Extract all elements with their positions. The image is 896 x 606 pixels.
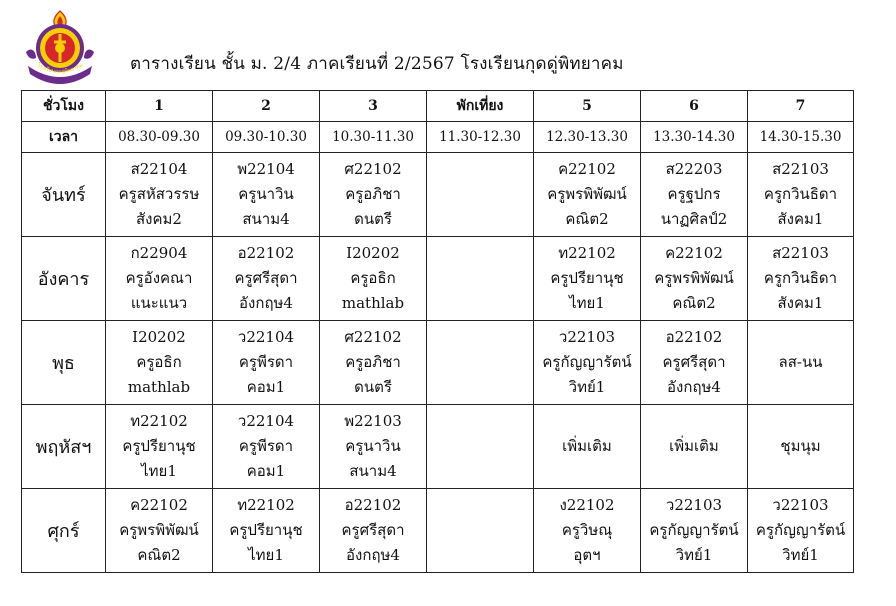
subject-code: ท22102 [237, 496, 295, 514]
timetable-cell [641, 153, 748, 237]
subject-name: สังคม1 [777, 294, 824, 312]
teacher-name: ครูพรพิพัฒน์ [547, 185, 627, 203]
period-header-row [22, 91, 854, 122]
subject-name: สังคม1 [777, 210, 824, 228]
timetable-cell [106, 489, 213, 573]
teacher-name: ครูกัญญารัตน์ [649, 521, 739, 539]
teacher-name: ครูพรพิพัฒน์ [119, 521, 199, 539]
subject-name: คณิต2 [672, 294, 716, 312]
timetable-cell [641, 237, 748, 321]
timetable-cell [641, 489, 748, 573]
period-label-header: ชั่วโมง [22, 91, 106, 122]
logo-ring-text: โรงเรียนกุดดู่พิทยาคม [35, 62, 85, 76]
subject-name: คอม1 [246, 378, 286, 396]
subject-code: ท22102 [558, 244, 616, 262]
subject-code: ก22904 [130, 244, 188, 262]
period-header: 7 [748, 91, 854, 122]
period-header: 1 [106, 91, 213, 122]
subject-name: คอม1 [246, 462, 286, 480]
teacher-name: ครูปรียานุช [550, 269, 624, 287]
subject-name: วิทย์1 [675, 546, 713, 564]
period-header: 5 [534, 91, 641, 122]
subject-code: ค22102 [558, 160, 616, 178]
period-header: 6 [641, 91, 748, 122]
timetable-cell [213, 405, 320, 489]
subject-name: คณิต2 [565, 210, 609, 228]
time-slot: 12.30-13.30 [534, 122, 641, 153]
teacher-name: ครูปรียานุช [122, 437, 196, 455]
timetable-cell [534, 237, 641, 321]
subject-name: ไทย1 [141, 462, 177, 480]
time-slot: 13.30-14.30 [641, 122, 748, 153]
subject-code: อ22102 [237, 244, 295, 262]
subject-name: อังกฤษ4 [667, 378, 721, 396]
subject-name: สนาม4 [349, 462, 397, 480]
subject-name: mathlab [341, 294, 405, 312]
teacher-name: ครูอธิก [136, 353, 182, 371]
teacher-name: ครูอภิชา [345, 185, 401, 203]
timetable-cell [213, 321, 320, 405]
teacher-name: ครูพีรดา [238, 353, 294, 371]
subject-code: พ22103 [344, 412, 402, 430]
day-name: พุธ [22, 321, 106, 405]
teacher-name: ครูวิษณุ [561, 521, 613, 539]
subject-name: ไทย1 [248, 546, 284, 564]
subject-name: สังคม2 [136, 210, 182, 228]
teacher-name: ครูกัญญารัตน์ [755, 521, 846, 539]
timetable-cell [213, 489, 320, 573]
timetable-cell [106, 321, 213, 405]
time-slot: 11.30-12.30 [427, 122, 534, 153]
subject-code: ค22102 [130, 496, 188, 514]
day-name: อังคาร [22, 237, 106, 321]
timetable-cell [320, 237, 427, 321]
timetable-cell [748, 405, 854, 489]
teacher-name: ครูฐปกร [667, 185, 721, 203]
subject-name: mathlab [127, 378, 191, 396]
time-slot: 14.30-15.30 [748, 122, 854, 153]
subject-name: ดนตรี [354, 210, 392, 228]
subject-code: ว22104 [237, 412, 295, 430]
time-label: เวลา [22, 122, 106, 153]
timetable-cell [534, 405, 641, 489]
subject-name: อุตฯ [573, 546, 601, 564]
time-slot: 08.30-09.30 [106, 122, 213, 153]
subject-code: ค22102 [665, 244, 723, 262]
day-name: พฤหัสฯ [22, 405, 106, 489]
subject-name: นาฏศิลป์2 [660, 210, 728, 228]
timetable-cell [748, 153, 854, 237]
timetable-cell [534, 153, 641, 237]
timetable-cell [213, 153, 320, 237]
subject-code: ว22104 [237, 328, 295, 346]
timetable-cell [320, 321, 427, 405]
day-row [22, 153, 854, 237]
timetable-cell [534, 489, 641, 573]
timetable-cell [320, 405, 427, 489]
teacher-name: ครูอภิชา [345, 353, 401, 371]
teacher-name: ครูนาวิน [238, 185, 294, 203]
subject-code: ส22104 [130, 160, 188, 178]
timetable-cell [106, 237, 213, 321]
subject-code: พ22104 [237, 160, 295, 178]
subject-code: ท22102 [130, 412, 188, 430]
subject-name: ดนตรี [354, 378, 392, 396]
timetable-cell [320, 489, 427, 573]
subject-code: ชุมนุม [780, 437, 821, 455]
subject-code: ศ22102 [344, 160, 402, 178]
subject-name: อังกฤษ4 [346, 546, 400, 564]
school-logo-icon [20, 8, 100, 88]
day-row [22, 321, 854, 405]
time-slot: 09.30-10.30 [213, 122, 320, 153]
subject-code: อ22102 [665, 328, 723, 346]
subject-name: คณิต2 [137, 546, 181, 564]
timetable-cell [427, 237, 534, 321]
teacher-name: ครูกัญญารัตน์ [542, 353, 632, 371]
subject-code: ว22103 [665, 496, 723, 514]
period-header: พักเที่ยง [427, 91, 534, 122]
subject-code: อ22102 [344, 496, 402, 514]
teacher-name: ครูศรีสุดา [234, 269, 298, 287]
teacher-name: ครูนาวิน [345, 437, 401, 455]
period-header: 3 [320, 91, 427, 122]
timetable-cell [427, 321, 534, 405]
teacher-name: ครูพรพิพัฒน์ [654, 269, 734, 287]
timetable-cell [427, 153, 534, 237]
period-header: 2 [213, 91, 320, 122]
teacher-name: ครูสหัสวรรษ [118, 185, 200, 203]
day-name: ศุกร์ [22, 489, 106, 573]
time-row [22, 122, 854, 153]
teacher-name: ครูอธิก [350, 269, 396, 287]
day-row [22, 237, 854, 321]
day-row [22, 489, 854, 573]
day-row [22, 405, 854, 489]
subject-code: ง22102 [559, 496, 615, 514]
timetable-cell [748, 489, 854, 573]
teacher-name: ครูกวินธิดา [763, 269, 838, 287]
timetable-cell [748, 237, 854, 321]
subject-name: วิทย์1 [782, 546, 819, 564]
timetable [21, 90, 854, 573]
subject-code: ส22203 [665, 160, 723, 178]
subject-code: I20202 [346, 244, 400, 262]
subject-name: วิทย์1 [568, 378, 606, 396]
subject-name: แนะแนว [130, 294, 188, 312]
subject-code: ส22103 [772, 160, 829, 178]
teacher-name: ครูปรียานุช [229, 521, 303, 539]
timetable-cell [641, 405, 748, 489]
timetable-cell [106, 153, 213, 237]
subject-code: ส22103 [772, 244, 829, 262]
timetable-cell [213, 237, 320, 321]
timetable-cell [320, 153, 427, 237]
subject-name: ไทย1 [569, 294, 605, 312]
timetable-cell [427, 489, 534, 573]
subject-code: I20202 [132, 328, 186, 346]
subject-code: ลส-นน [778, 353, 823, 371]
teacher-name: ครูพีรดา [238, 437, 294, 455]
subject-name: อังกฤษ4 [239, 294, 293, 312]
subject-code: ว22103 [558, 328, 616, 346]
subject-code: ว22103 [772, 496, 829, 514]
subject-name: สนาม4 [242, 210, 290, 228]
teacher-name: ครูอังคณา [125, 269, 193, 287]
timetable-cell [748, 321, 854, 405]
timetable-cell [641, 321, 748, 405]
timetable-cell [427, 405, 534, 489]
timetable-cell [534, 321, 641, 405]
teacher-name: ครูกวินธิดา [763, 185, 838, 203]
teacher-name: ครูศรีสุดา [662, 353, 726, 371]
subject-code: เพิ่มเติม [562, 437, 612, 455]
page-title: ตารางเรียน ชั้น ม. 2/4 ภาคเรียนที่ 2/2567 โรงเรียนกุดดู่พิทยาคม [130, 54, 624, 74]
teacher-name: ครูศรีสุดา [341, 521, 405, 539]
day-name: จันทร์ [22, 153, 106, 237]
subject-code: เพิ่มเติม [669, 437, 719, 455]
timetable-cell [106, 405, 213, 489]
subject-code: ศ22102 [344, 328, 402, 346]
time-slot: 10.30-11.30 [320, 122, 427, 153]
